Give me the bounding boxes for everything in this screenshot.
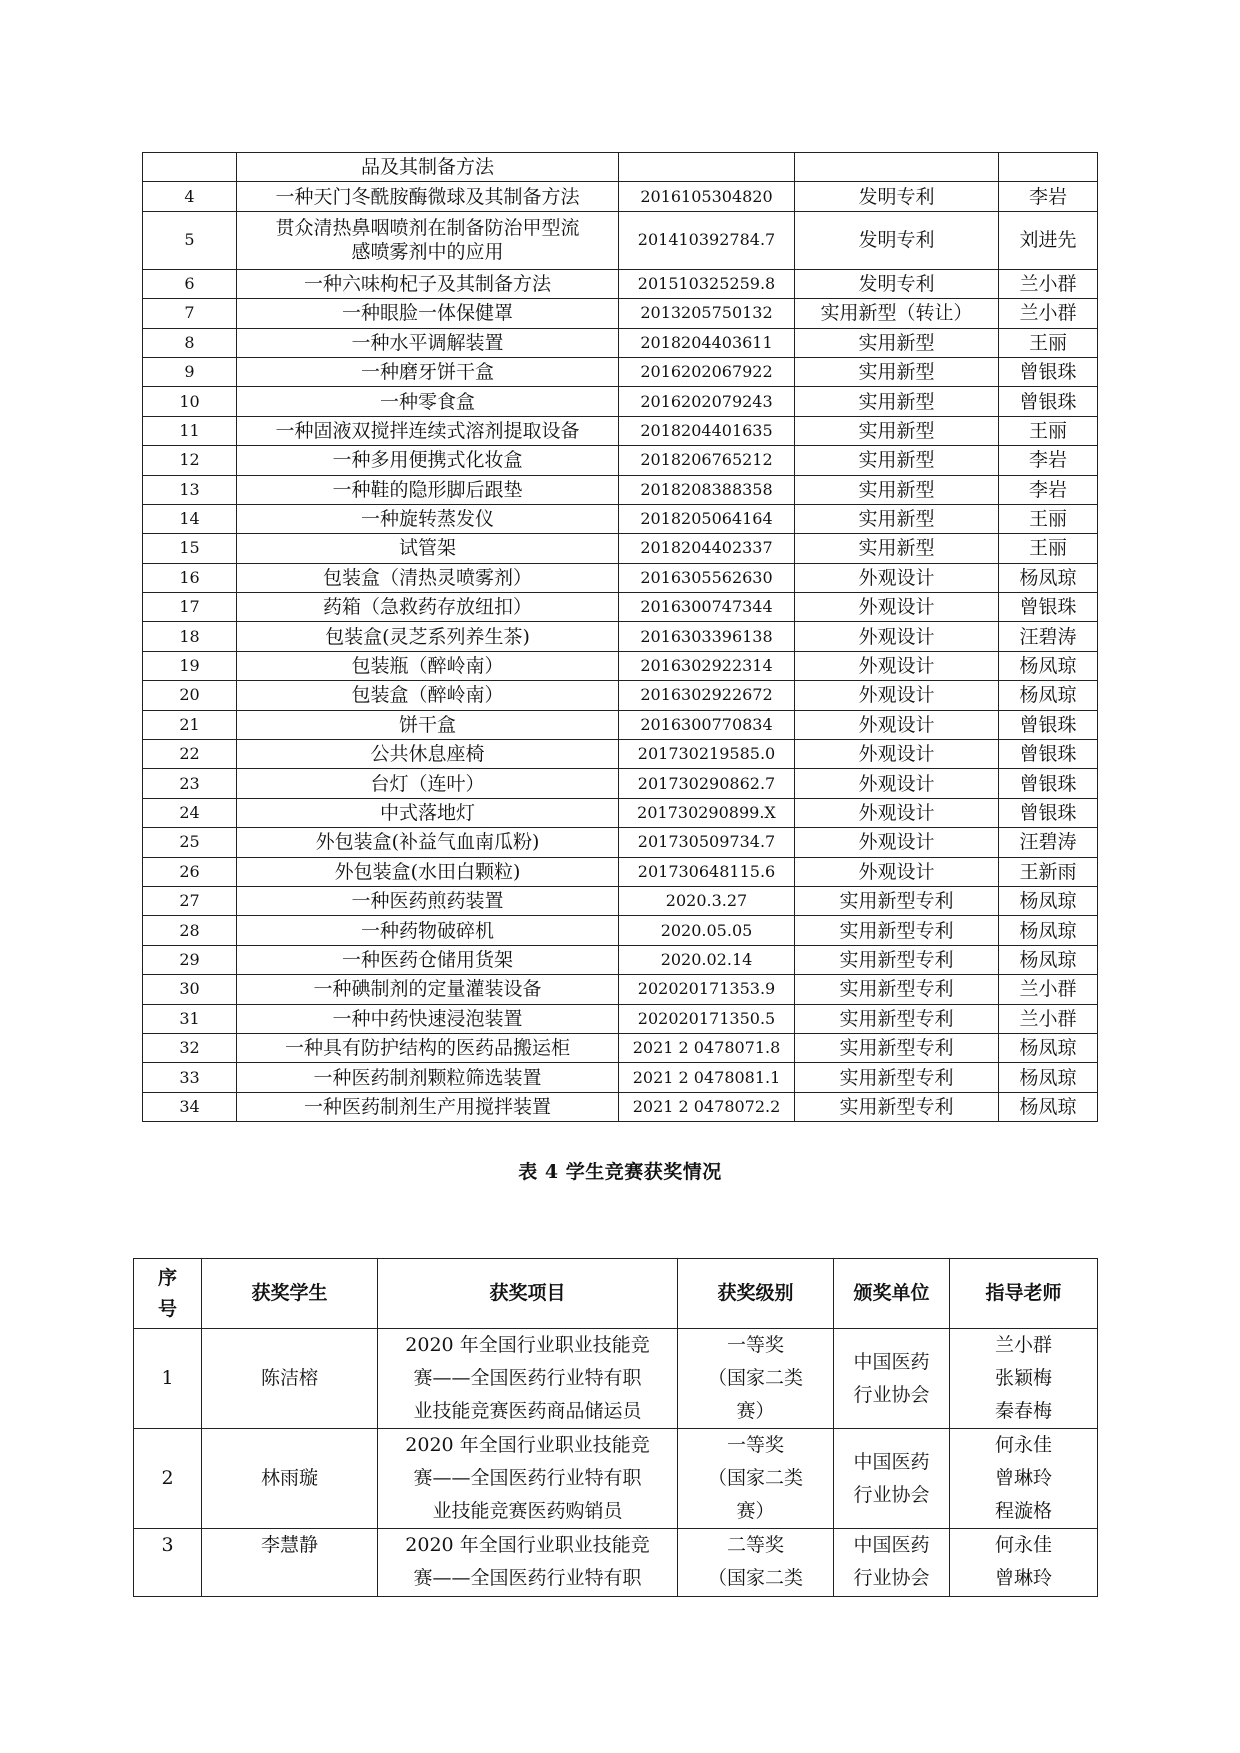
patent-no: 33 xyxy=(143,1063,237,1092)
patent-number: 201730509734.7 xyxy=(619,828,795,857)
award-issuer: 中国医药 行业协会 xyxy=(834,1329,950,1429)
patent-no: 32 xyxy=(143,1033,237,1062)
patent-inventor: 曾银珠 xyxy=(999,710,1098,739)
patent-inventor: 王丽 xyxy=(999,328,1098,357)
header-project: 获奖项目 xyxy=(378,1259,678,1329)
patent-number: 201730290899.X xyxy=(619,798,795,827)
patent-name: 品及其制备方法 xyxy=(237,153,619,182)
patent-row xyxy=(143,828,1098,857)
patent-name: 贯众清热鼻咽喷剂在制备防治甲型流 感喷雾剂中的应用 xyxy=(237,211,619,269)
award-no: 2 xyxy=(134,1429,202,1529)
patent-inventor: 曾银珠 xyxy=(999,740,1098,769)
patent-inventor: 杨凤琼 xyxy=(999,651,1098,680)
patent-row xyxy=(143,504,1098,533)
patent-name: 一种六味枸杞子及其制备方法 xyxy=(237,269,619,298)
patent-inventor: 兰小群 xyxy=(999,269,1098,298)
patent-name: 包装盒（醉岭南） xyxy=(237,681,619,710)
patent-no: 6 xyxy=(143,269,237,298)
patent-inventor: 王新雨 xyxy=(999,857,1098,886)
patent-name: 一种医药煎药装置 xyxy=(237,886,619,915)
patent-row xyxy=(143,681,1098,710)
patent-number: 201410392784.7 xyxy=(619,211,795,269)
patent-inventor: 李岩 xyxy=(999,182,1098,211)
patent-number: 2016302922672 xyxy=(619,681,795,710)
patent-name: 中式落地灯 xyxy=(237,798,619,827)
patent-name: 公共休息座椅 xyxy=(237,740,619,769)
patent-inventor: 杨凤琼 xyxy=(999,1033,1098,1062)
patent-row xyxy=(143,534,1098,563)
patent-type: 外观设计 xyxy=(795,828,999,857)
patent-row xyxy=(143,1092,1098,1121)
patent-type: 发明专利 xyxy=(795,269,999,298)
patent-type: 实用新型（转让） xyxy=(795,299,999,328)
patent-name: 试管架 xyxy=(237,534,619,563)
patent-no: 30 xyxy=(143,975,237,1004)
patent-row xyxy=(143,651,1098,680)
award-no: 3 xyxy=(134,1529,202,1597)
patent-row xyxy=(143,740,1098,769)
patent-name: 一种鞋的隐形脚后跟垫 xyxy=(237,475,619,504)
patent-type: 实用新型专利 xyxy=(795,945,999,974)
patent-type: 外观设计 xyxy=(795,857,999,886)
patent-inventor: 杨凤琼 xyxy=(999,563,1098,592)
patent-no: 34 xyxy=(143,1092,237,1121)
patent-name: 包装盒(灵芝系列养生茶) xyxy=(237,622,619,651)
patent-inventor: 杨凤琼 xyxy=(999,886,1098,915)
award-project: 2020 年全国行业职业技能竞 赛——全国医药行业特有职 业技能竞赛医药商品储运员 xyxy=(378,1329,678,1429)
patent-no: 25 xyxy=(143,828,237,857)
patent-no: 28 xyxy=(143,916,237,945)
patent-type: 发明专利 xyxy=(795,182,999,211)
patent-no: 5 xyxy=(143,211,237,269)
patent-row xyxy=(143,211,1098,269)
award-issuer: 中国医药 行业协会 xyxy=(834,1429,950,1529)
patent-number: 202020171350.5 xyxy=(619,1004,795,1033)
patent-no: 19 xyxy=(143,651,237,680)
award-header-row xyxy=(134,1259,1098,1329)
patent-type: 实用新型专利 xyxy=(795,1063,999,1092)
award-student: 林雨璇 xyxy=(202,1429,378,1529)
patent-row xyxy=(143,857,1098,886)
patent-number: 2018204401635 xyxy=(619,416,795,445)
patent-type: 实用新型 xyxy=(795,416,999,445)
patent-name: 外包装盒(补益气血南瓜粉) xyxy=(237,828,619,857)
award-project: 2020 年全国行业职业技能竞 赛——全国医药行业特有职 xyxy=(378,1529,678,1597)
award-student: 李慧静 xyxy=(202,1529,378,1597)
patent-inventor: 李岩 xyxy=(999,446,1098,475)
patent-number xyxy=(619,153,795,182)
patent-number: 2016202067922 xyxy=(619,357,795,386)
patent-number: 2013205750132 xyxy=(619,299,795,328)
patent-no: 9 xyxy=(143,357,237,386)
patent-number: 201730290862.7 xyxy=(619,769,795,798)
patent-type: 实用新型 xyxy=(795,387,999,416)
patent-row xyxy=(143,798,1098,827)
patent-name: 外包装盒(水田白颗粒) xyxy=(237,857,619,886)
patent-type: 发明专利 xyxy=(795,211,999,269)
patent-type: 实用新型 xyxy=(795,504,999,533)
patent-row xyxy=(143,416,1098,445)
patent-name: 饼干盒 xyxy=(237,710,619,739)
patent-name: 包装盒（清热灵喷雾剂） xyxy=(237,563,619,592)
patent-number: 2020.02.14 xyxy=(619,945,795,974)
patent-name: 一种多用便携式化妆盒 xyxy=(237,446,619,475)
patent-row xyxy=(143,1063,1098,1092)
patent-type: 实用新型专利 xyxy=(795,916,999,945)
patent-row xyxy=(143,710,1098,739)
award-advisor: 何永佳 曾琳玲 xyxy=(950,1529,1098,1597)
patent-inventor xyxy=(999,153,1098,182)
patent-number: 2020.3.27 xyxy=(619,886,795,915)
patent-name: 一种天门冬酰胺酶微球及其制备方法 xyxy=(237,182,619,211)
patent-no: 21 xyxy=(143,710,237,739)
patent-name: 一种磨牙饼干盒 xyxy=(237,357,619,386)
patent-row xyxy=(143,916,1098,945)
patent-number: 2018205064164 xyxy=(619,504,795,533)
patent-row xyxy=(143,945,1098,974)
patent-row xyxy=(143,975,1098,1004)
patent-type: 实用新型 xyxy=(795,328,999,357)
header-issuer: 颁奖单位 xyxy=(834,1259,950,1329)
patent-no: 4 xyxy=(143,182,237,211)
patent-name: 一种碘制剂的定量灌装设备 xyxy=(237,975,619,1004)
patent-number: 2021 2 0478081.1 xyxy=(619,1063,795,1092)
patent-number: 2018208388358 xyxy=(619,475,795,504)
award-row xyxy=(134,1529,1098,1597)
patent-row xyxy=(143,563,1098,592)
header-student: 获奖学生 xyxy=(202,1259,378,1329)
patent-inventor: 王丽 xyxy=(999,534,1098,563)
header-level: 获奖级别 xyxy=(678,1259,834,1329)
award-level: 一等奖 （国家二类 赛） xyxy=(678,1429,834,1529)
patent-no: 7 xyxy=(143,299,237,328)
patent-inventor: 汪碧涛 xyxy=(999,828,1098,857)
patent-type: 实用新型专利 xyxy=(795,886,999,915)
patent-type: 实用新型 xyxy=(795,475,999,504)
patent-name: 一种中药快速浸泡装置 xyxy=(237,1004,619,1033)
patent-number: 201510325259.8 xyxy=(619,269,795,298)
patent-inventor: 杨凤琼 xyxy=(999,916,1098,945)
patent-inventor: 杨凤琼 xyxy=(999,1092,1098,1121)
award-level: 二等奖 （国家二类 xyxy=(678,1529,834,1597)
patent-row xyxy=(143,182,1098,211)
award-level: 一等奖 （国家二类 赛） xyxy=(678,1329,834,1429)
patent-inventor: 刘进先 xyxy=(999,211,1098,269)
patent-type: 实用新型专利 xyxy=(795,975,999,1004)
patent-inventor: 兰小群 xyxy=(999,299,1098,328)
patent-row xyxy=(143,299,1098,328)
patent-name: 一种具有防护结构的医药品搬运柜 xyxy=(237,1033,619,1062)
patent-number: 2021 2 0478071.8 xyxy=(619,1033,795,1062)
patent-number: 2016300770834 xyxy=(619,710,795,739)
patent-name: 一种医药制剂生产用搅拌装置 xyxy=(237,1092,619,1121)
patent-name: 一种医药仓储用货架 xyxy=(237,945,619,974)
patent-type: 实用新型 xyxy=(795,446,999,475)
patent-name: 一种固液双搅拌连续式溶剂提取设备 xyxy=(237,416,619,445)
patent-inventor: 汪碧涛 xyxy=(999,622,1098,651)
patent-inventor: 杨凤琼 xyxy=(999,1063,1098,1092)
patent-no: 31 xyxy=(143,1004,237,1033)
patent-row xyxy=(143,269,1098,298)
patent-name: 一种零食盒 xyxy=(237,387,619,416)
patent-number: 2016300747344 xyxy=(619,593,795,622)
patent-inventor: 曾银珠 xyxy=(999,387,1098,416)
patent-no: 10 xyxy=(143,387,237,416)
patent-row xyxy=(143,153,1098,182)
patent-inventor: 曾银珠 xyxy=(999,357,1098,386)
patent-inventor: 兰小群 xyxy=(999,975,1098,1004)
patent-type: 实用新型 xyxy=(795,534,999,563)
patent-no: 15 xyxy=(143,534,237,563)
patent-inventor: 曾银珠 xyxy=(999,798,1098,827)
patent-inventor: 曾银珠 xyxy=(999,593,1098,622)
patent-no: 26 xyxy=(143,857,237,886)
patent-name: 一种眼脸一体保健罩 xyxy=(237,299,619,328)
patent-type: 实用新型专利 xyxy=(795,1092,999,1121)
patent-number: 201730648115.6 xyxy=(619,857,795,886)
patent-number: 2020.05.05 xyxy=(619,916,795,945)
patent-type: 实用新型专利 xyxy=(795,1004,999,1033)
patent-type: 外观设计 xyxy=(795,651,999,680)
patent-row xyxy=(143,446,1098,475)
patent-number: 201730219585.0 xyxy=(619,740,795,769)
patent-type: 外观设计 xyxy=(795,769,999,798)
patent-no: 24 xyxy=(143,798,237,827)
patent-number: 2016202079243 xyxy=(619,387,795,416)
patent-row xyxy=(143,886,1098,915)
patent-type: 外观设计 xyxy=(795,710,999,739)
patent-inventor: 杨凤琼 xyxy=(999,945,1098,974)
patent-row xyxy=(143,328,1098,357)
award-project: 2020 年全国行业职业技能竞 赛——全国医药行业特有职 业技能竞赛医药购销员 xyxy=(378,1429,678,1529)
award-row xyxy=(134,1329,1098,1429)
patent-number: 2016105304820 xyxy=(619,182,795,211)
patent-type: 外观设计 xyxy=(795,798,999,827)
patent-row xyxy=(143,769,1098,798)
patent-inventor: 王丽 xyxy=(999,504,1098,533)
award-issuer: 中国医药 行业协会 xyxy=(834,1529,950,1597)
patent-type xyxy=(795,153,999,182)
patent-no: 13 xyxy=(143,475,237,504)
patent-no: 23 xyxy=(143,769,237,798)
patent-no: 27 xyxy=(143,886,237,915)
patent-no: 12 xyxy=(143,446,237,475)
award-advisor: 何永佳 曾琳玲 程漩格 xyxy=(950,1429,1098,1529)
patent-type: 外观设计 xyxy=(795,563,999,592)
award-no: 1 xyxy=(134,1329,202,1429)
header-advisor: 指导老师 xyxy=(950,1259,1098,1329)
patent-number: 2016303396138 xyxy=(619,622,795,651)
patent-no: 29 xyxy=(143,945,237,974)
patent-inventor: 兰小群 xyxy=(999,1004,1098,1033)
patent-no: 14 xyxy=(143,504,237,533)
patent-row xyxy=(143,475,1098,504)
patent-number: 2016302922314 xyxy=(619,651,795,680)
patent-name: 一种旋转蒸发仪 xyxy=(237,504,619,533)
patent-no xyxy=(143,153,237,182)
patent-no: 20 xyxy=(143,681,237,710)
patent-type: 外观设计 xyxy=(795,622,999,651)
patent-type: 实用新型 xyxy=(795,357,999,386)
patent-row xyxy=(143,622,1098,651)
award-student: 陈洁榕 xyxy=(202,1329,378,1429)
award-advisor: 兰小群 张颖梅 秦春梅 xyxy=(950,1329,1098,1429)
patent-no: 17 xyxy=(143,593,237,622)
patent-inventor: 杨凤琼 xyxy=(999,681,1098,710)
patent-no: 11 xyxy=(143,416,237,445)
patent-row xyxy=(143,1004,1098,1033)
patent-inventor: 王丽 xyxy=(999,416,1098,445)
patent-no: 22 xyxy=(143,740,237,769)
patent-row xyxy=(143,387,1098,416)
patent-inventor: 李岩 xyxy=(999,475,1098,504)
patent-type: 外观设计 xyxy=(795,681,999,710)
patent-name: 一种药物破碎机 xyxy=(237,916,619,945)
patent-table-body xyxy=(143,153,1098,1122)
award-table xyxy=(133,1258,1098,1597)
patent-number: 2018204402337 xyxy=(619,534,795,563)
patent-no: 18 xyxy=(143,622,237,651)
patent-name: 台灯（连叶） xyxy=(237,769,619,798)
patent-number: 2018206765212 xyxy=(619,446,795,475)
award-row xyxy=(134,1429,1098,1529)
patent-no: 16 xyxy=(143,563,237,592)
patent-table xyxy=(142,152,1098,1122)
patent-name: 药箱（急救药存放纽扣） xyxy=(237,593,619,622)
patent-name: 包装瓶（醉岭南） xyxy=(237,651,619,680)
patent-row xyxy=(143,357,1098,386)
patent-row xyxy=(143,593,1098,622)
patent-row xyxy=(143,1033,1098,1062)
patent-number: 2021 2 0478072.2 xyxy=(619,1092,795,1121)
patent-name: 一种医药制剂颗粒筛选装置 xyxy=(237,1063,619,1092)
patent-no: 8 xyxy=(143,328,237,357)
patent-number: 2018204403611 xyxy=(619,328,795,357)
patent-inventor: 曾银珠 xyxy=(999,769,1098,798)
patent-number: 2016305562630 xyxy=(619,563,795,592)
award-table-body xyxy=(134,1329,1098,1597)
table4-caption: 表 4 学生竞赛获奖情况 xyxy=(518,1161,722,1183)
patent-number: 202020171353.9 xyxy=(619,975,795,1004)
patent-name: 一种水平调解装置 xyxy=(237,328,619,357)
patent-type: 外观设计 xyxy=(795,740,999,769)
patent-type: 外观设计 xyxy=(795,593,999,622)
patent-type: 实用新型专利 xyxy=(795,1033,999,1062)
header-no: 序 号 xyxy=(134,1259,202,1329)
